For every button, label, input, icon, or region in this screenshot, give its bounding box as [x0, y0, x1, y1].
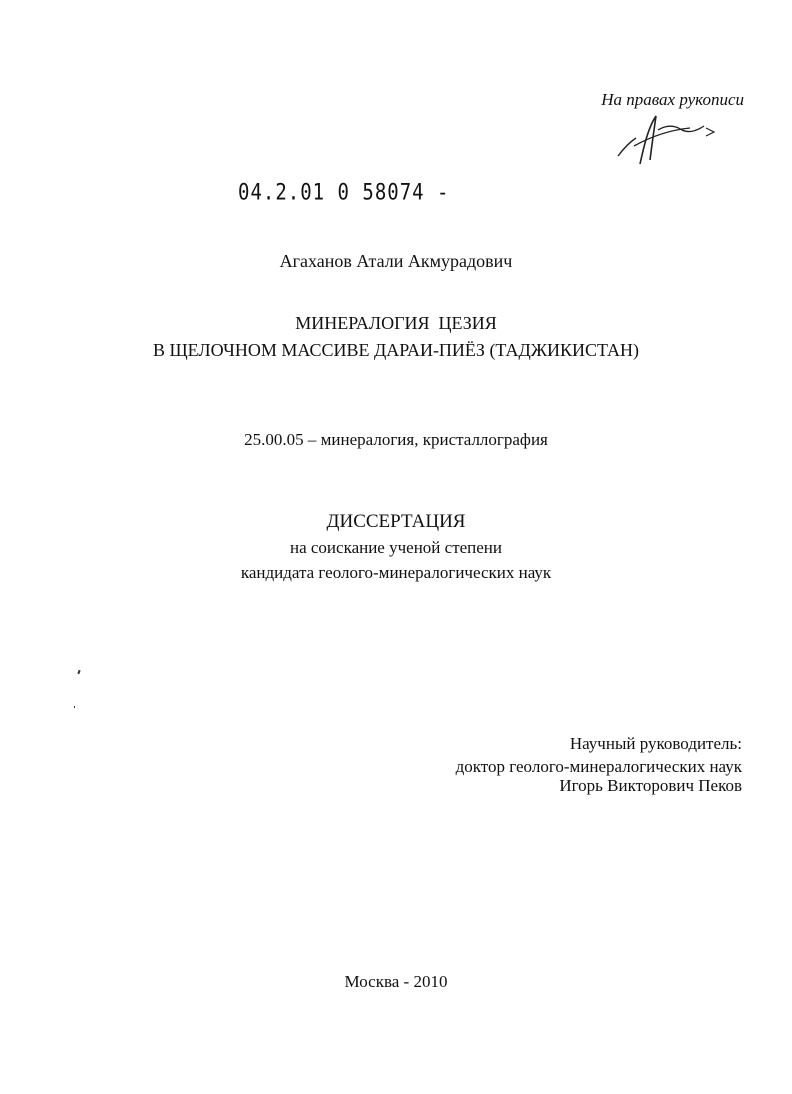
rights-note: На правах рукописи — [601, 90, 744, 109]
author-name: Агаханов Атали Акмурадович — [279, 251, 513, 271]
scan-speck — [74, 706, 75, 708]
title-line-1: МИНЕРАЛОГИЯ ЦЕЗИЯ — [295, 313, 497, 333]
specialty-code: 25.00.05 – минералогия, кристаллография — [244, 430, 548, 449]
document-type: ДИССЕРТАЦИЯ — [326, 511, 466, 532]
scan-speck — [77, 670, 80, 674]
city-year: Москва - 2010 — [344, 972, 448, 991]
supervisor-degree: доктор геолого-минералогических наук — [455, 757, 742, 776]
supervisor-label: Научный руководитель: — [569, 734, 742, 753]
degree-line-2: кандидата геолого-минералогических наук — [240, 563, 552, 582]
supervisor-name: Игорь Викторович Пеков — [559, 776, 742, 795]
title-line-2: В ЩЕЛОЧНОМ МАССИВЕ ДАРАИ-ПИЁЗ (ТАДЖИКИСТАН) — [152, 340, 640, 360]
handwritten-signature-icon — [612, 112, 722, 168]
library-stamp: 04.2.01 0 58074 - — [238, 180, 450, 206]
degree-line-1: на соискание ученой степени — [289, 538, 503, 557]
